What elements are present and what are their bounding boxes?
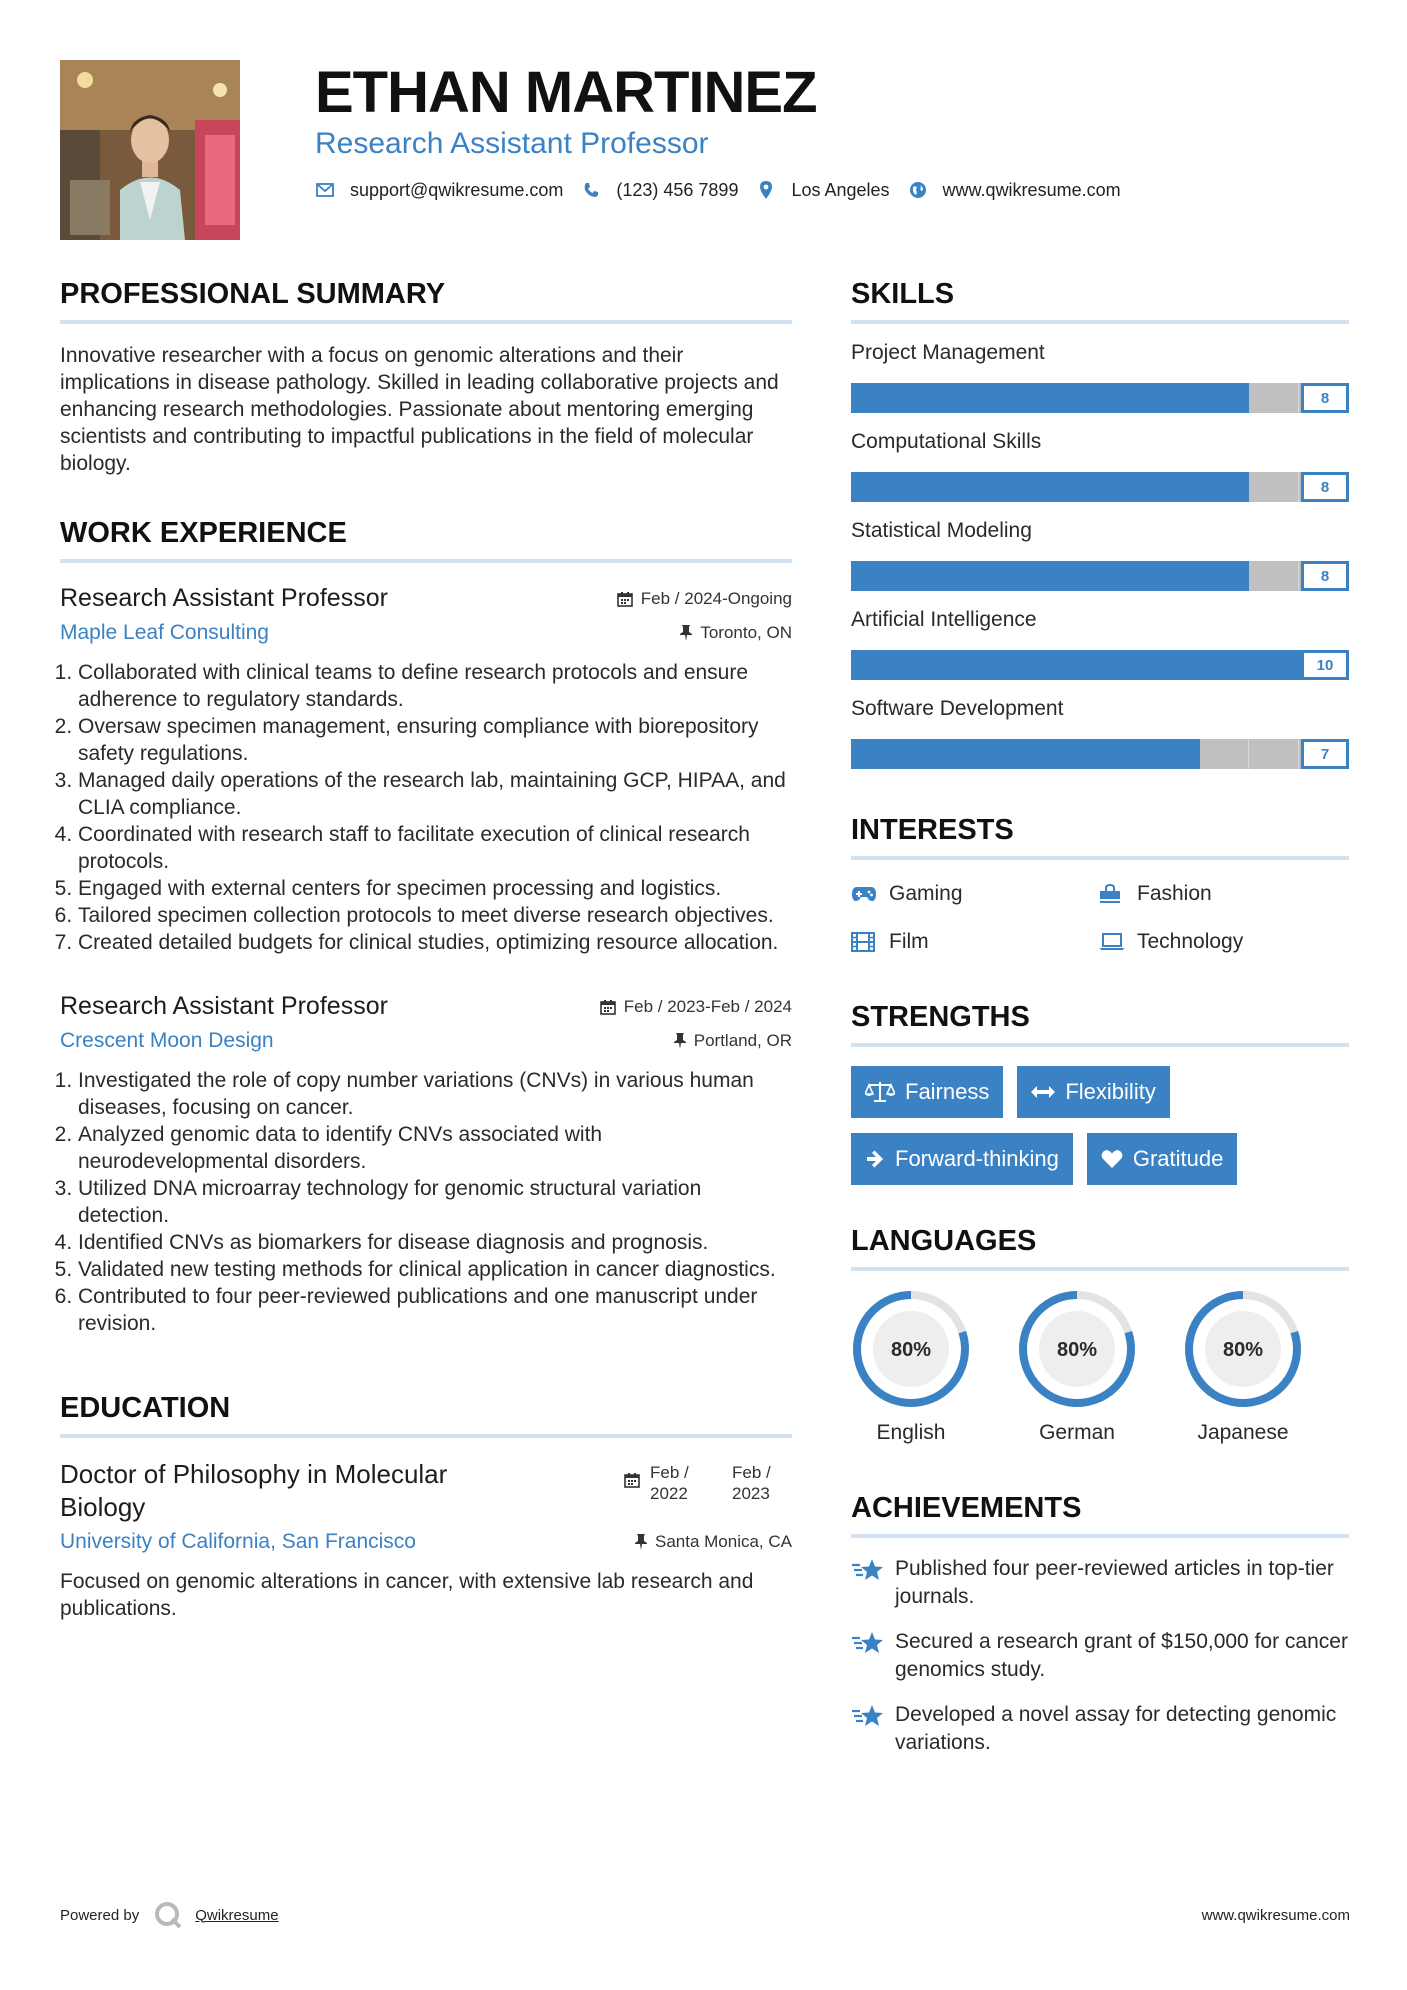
envelope-icon [315, 180, 335, 200]
arrows-horizontal-icon [1031, 1085, 1055, 1099]
education-dates [624, 1462, 792, 1524]
language-item [851, 1289, 1017, 1447]
map-pin-icon [756, 180, 776, 200]
interest-fashion [1099, 880, 1349, 908]
skill-level-badge: 10 [1301, 650, 1349, 680]
achievement-text: Published four peer-reviewed articles in top-tier journals. [895, 1557, 1334, 1608]
bag-icon [1099, 883, 1125, 905]
skill-item [851, 517, 1349, 591]
skill-item [851, 695, 1349, 769]
globe-icon [908, 180, 928, 200]
phone-icon [581, 180, 601, 200]
section-title-strengths: STRENGTHS [851, 1001, 1030, 1033]
interest-label: Gaming [889, 882, 963, 905]
strengths-section [851, 998, 1349, 1200]
powered-by-text: Powered by [60, 1906, 140, 1924]
language-name: Japanese [1197, 1421, 1289, 1444]
heart-icon [1101, 1149, 1123, 1169]
strength-label: Gratitude [1132, 1146, 1224, 1171]
achievement-item [851, 1555, 1349, 1611]
skill-name: Artificial Intelligence [851, 608, 1037, 631]
language-gauge [1183, 1289, 1303, 1409]
contact-phone[interactable] [581, 180, 738, 201]
skill-name: Statistical Modeling [851, 519, 1032, 542]
skill-level-badge: 8 [1301, 561, 1349, 591]
achievements-section [851, 1489, 1349, 1757]
page-footer [60, 1895, 1350, 1935]
skill-level-badge: 7 [1301, 739, 1349, 769]
skill-bar-segment [1200, 383, 1250, 413]
list-item: 3. Managed daily operations of the research lab, maintaining GCP, HIPAA, and CLIA compliance. [78, 767, 792, 821]
calendar-icon [600, 999, 616, 1015]
list-item: 2. Oversaw specimen management, ensuring compliance with biorepository safety regulations. [78, 713, 792, 767]
education-description: Focused on genomic alterations in cancer, with extensive lab research and publications. [60, 1570, 754, 1620]
interest-label: Technology [1137, 930, 1244, 953]
job-title: Research Assistant Professor [60, 584, 388, 612]
skill-bar-segment [1150, 472, 1200, 502]
list-item: 2. Analyzed genomic data to identify CNVs associated with neurodevelopmental disorders. [78, 1121, 792, 1175]
strength-tag-gratitude [1087, 1133, 1238, 1185]
skill-bar-segment [1050, 561, 1100, 591]
job-location: Portland, OR [693, 1031, 792, 1050]
skill-bar-segment [1100, 472, 1150, 502]
section-divider [851, 1267, 1349, 1271]
film-icon [851, 931, 877, 953]
achievement-text: Secured a research grant of $150,000 for cancer genomics study. [895, 1630, 1348, 1681]
skill-bar-segment [1100, 739, 1150, 769]
start-year: 2022 [650, 1484, 688, 1503]
section-divider [60, 559, 792, 563]
degree-title: Doctor of Philosophy in Molecular Biology [60, 1459, 448, 1522]
skill-bar-segment [1150, 561, 1200, 591]
job-dates: Feb / 2024-Ongoing [640, 589, 792, 608]
summary-section [60, 275, 792, 477]
section-title-summary: PROFESSIONAL SUMMARY [60, 278, 446, 310]
skill-level-bar [851, 472, 1349, 502]
skill-bar-segment [951, 472, 1001, 502]
list-item: 4. Coordinated with research staff to facilitate execution of clinical research protocols. [78, 821, 792, 875]
qwikresume-link[interactable]: Qwikresume [195, 1906, 279, 1924]
interest-technology [1099, 928, 1349, 956]
skill-bar-segment [1249, 650, 1299, 680]
skills-section [851, 275, 1349, 769]
strength-tag-flexibility [1017, 1066, 1169, 1118]
skill-bar-segment [951, 561, 1001, 591]
skill-bar-segment [851, 739, 901, 769]
language-item [1183, 1289, 1349, 1447]
qwikresume-logo-icon [153, 1900, 183, 1930]
skill-bar-segment [1100, 561, 1150, 591]
skill-level-bar [851, 383, 1349, 413]
skill-bar-segment [901, 561, 951, 591]
strength-label: Flexibility [1065, 1079, 1156, 1104]
skill-bar-segment [1200, 561, 1250, 591]
list-item: 6. Tailored specimen collection protocols to meet diverse research objectives. [78, 902, 792, 929]
end-year: 2023 [732, 1484, 770, 1503]
end-month: Feb / [732, 1463, 771, 1482]
skill-name: Computational Skills [851, 430, 1042, 453]
skill-bar-segment [901, 739, 951, 769]
interest-label: Fashion [1137, 882, 1212, 905]
skill-bar-segment [851, 650, 901, 680]
skills-list [851, 339, 1349, 769]
job-location: Toronto, ON [700, 623, 792, 642]
interest-film [851, 928, 1099, 956]
skill-level-badge: 8 [1301, 472, 1349, 502]
skill-level-badge: 8 [1301, 383, 1349, 413]
section-title-languages: LANGUAGES [851, 1225, 1037, 1257]
section-divider [851, 856, 1349, 860]
section-divider [60, 1434, 792, 1438]
contact-location [756, 180, 889, 201]
shooting-star-icon [851, 1628, 895, 1684]
strength-label: Fairness [905, 1079, 990, 1104]
section-title-education: EDUCATION [60, 1392, 231, 1424]
job-entry [60, 989, 792, 1337]
calendar-icon [624, 1472, 640, 1488]
shooting-star-icon [851, 1701, 895, 1757]
skill-bar-segment [1050, 472, 1100, 502]
summary-text: Innovative researcher with a focus on genomic alterations and their implications in disease pathology. Skilled in leading collaborative projects and enhancing research methodologies. Passionate about mentoring emerging scientists and contributing to impactful publications in the field of molecular biology. [60, 344, 779, 475]
calendar-icon [617, 591, 633, 607]
job-company: Maple Leaf Consulting [60, 621, 269, 644]
section-divider [851, 1534, 1349, 1538]
strength-tag-fairness [851, 1066, 1003, 1118]
skill-bar-segment [1000, 739, 1050, 769]
skill-bar-segment [1249, 739, 1299, 769]
section-divider [851, 1043, 1349, 1047]
start-month: Feb / [650, 1463, 689, 1482]
list-item: 1. Investigated the role of copy number variations (CNVs) in various human diseases, focusing on cancer. [78, 1067, 792, 1121]
contact-website[interactable] [908, 180, 1121, 201]
achievement-item [851, 1628, 1349, 1684]
list-item: 1. Collaborated with clinical teams to define research protocols and ensure adherence to regulatory standards. [78, 659, 792, 713]
skill-bar-segment [1100, 650, 1150, 680]
skill-bar-segment [1249, 561, 1299, 591]
arrow-right-icon [865, 1149, 885, 1169]
left-column [60, 275, 792, 1622]
section-divider [851, 320, 1349, 324]
skill-level-bar [851, 650, 1349, 680]
skill-level-bar [851, 561, 1349, 591]
gauge-label: 80% [1222, 1339, 1264, 1361]
skill-bar-segment [951, 739, 1001, 769]
language-name: German [1039, 1421, 1115, 1444]
skill-bar-segment [1100, 383, 1150, 413]
experience-section [60, 514, 792, 1337]
skill-bar-segment [1000, 472, 1050, 502]
strength-label: Forward-thinking [895, 1146, 1059, 1171]
job-dates: Feb / 2023-Feb / 2024 [623, 997, 792, 1016]
interests-section [851, 811, 1349, 956]
section-title-experience: WORK EXPERIENCE [60, 517, 347, 549]
language-gauge [1017, 1289, 1137, 1409]
gamepad-icon [851, 883, 877, 905]
interest-label: Film [889, 930, 929, 953]
skill-bar-segment [901, 650, 951, 680]
skill-name: Project Management [851, 341, 1045, 364]
skill-item [851, 428, 1349, 502]
skill-bar-segment [951, 650, 1001, 680]
email-text: support@qwikresume.com [350, 179, 564, 200]
pushpin-icon [674, 1033, 686, 1049]
skill-bar-segment [1200, 472, 1250, 502]
pushpin-icon [680, 625, 692, 641]
candidate-title: Research Assistant Professor [315, 127, 709, 160]
skill-name: Software Development [851, 697, 1064, 720]
skill-bar-segment [1200, 650, 1250, 680]
section-title-skills: SKILLS [851, 278, 955, 310]
section-title-interests: INTERESTS [851, 814, 1014, 846]
location-text: Los Angeles [791, 179, 890, 200]
skill-bar-segment [1150, 383, 1200, 413]
shooting-star-icon [851, 1555, 895, 1611]
list-item: 5. Validated new testing methods for clinical application in cancer diagnostics. [78, 1256, 792, 1283]
achievement-text: Developed a novel assay for detecting genomic variations. [895, 1703, 1337, 1754]
job-entry [60, 581, 792, 956]
interest-gaming [851, 880, 1099, 908]
skill-bar-segment [901, 383, 951, 413]
achievement-item [851, 1701, 1349, 1757]
skill-bar-segment [1000, 561, 1050, 591]
pushpin-icon [635, 1534, 647, 1550]
list-item: 6. Contributed to four peer-reviewed publications and one manuscript under revision. [78, 1283, 792, 1337]
skill-bar-segment [1249, 383, 1299, 413]
right-column [851, 275, 1349, 1757]
skill-bar-segment [901, 472, 951, 502]
skill-bar-segment [1150, 650, 1200, 680]
achievements-list [851, 1555, 1349, 1757]
language-gauge [851, 1289, 971, 1409]
skill-bar-segment [1050, 650, 1100, 680]
gauge-label: 80% [1056, 1339, 1098, 1361]
languages-list [851, 1289, 1349, 1447]
candidate-name: ETHAN MARTINEZ [315, 60, 817, 125]
footer-url[interactable]: www.qwikresume.com [1201, 1906, 1350, 1924]
language-name: English [876, 1421, 946, 1444]
website-text: www.qwikresume.com [942, 179, 1121, 200]
laptop-icon [1099, 931, 1125, 953]
phone-text: (123) 456 7899 [616, 179, 739, 200]
skill-bar-segment [1000, 650, 1050, 680]
skill-bar-segment [1050, 383, 1100, 413]
job-bullets [60, 659, 792, 956]
skill-bar-segment [1150, 739, 1200, 769]
section-title-achievements: ACHIEVEMENTS [851, 1492, 1082, 1524]
languages-section [851, 1222, 1349, 1447]
list-item: 4. Identified CNVs as biomarkers for disease diagnosis and prognosis. [78, 1229, 792, 1256]
language-item [1017, 1289, 1183, 1447]
skill-item [851, 606, 1349, 680]
job-bullets [60, 1067, 792, 1337]
skill-bar-segment [1249, 472, 1299, 502]
contact-bar [315, 178, 1139, 202]
skill-item [851, 339, 1349, 413]
skill-bar-segment [1050, 739, 1100, 769]
skill-level-bar [851, 739, 1349, 769]
job-company: Crescent Moon Design [60, 1029, 274, 1052]
school-location: Santa Monica, CA [654, 1532, 792, 1551]
skill-bar-segment [851, 561, 901, 591]
profile-photo [60, 60, 240, 240]
skill-bar-segment [1000, 383, 1050, 413]
skill-bar-segment [851, 383, 901, 413]
scale-icon [865, 1080, 895, 1104]
skill-bar-segment [851, 472, 901, 502]
resume-header [60, 60, 1350, 240]
job-title: Research Assistant Professor [60, 992, 388, 1020]
list-item: 7. Created detailed budgets for clinical studies, optimizing resource allocation. [78, 929, 792, 956]
skill-bar-segment [951, 383, 1001, 413]
list-item: 3. Utilized DNA microarray technology for genomic structural variation detection. [78, 1175, 792, 1229]
list-item: 5. Engaged with external centers for specimen processing and logistics. [78, 875, 792, 902]
education-section [60, 1389, 792, 1622]
strength-tag-forward-thinking [851, 1133, 1073, 1185]
contact-email[interactable] [315, 180, 563, 201]
gauge-label: 80% [890, 1339, 932, 1361]
skill-bar-segment [1200, 739, 1250, 769]
school-name: University of California, San Francisco [60, 1530, 416, 1553]
section-divider [60, 320, 792, 324]
